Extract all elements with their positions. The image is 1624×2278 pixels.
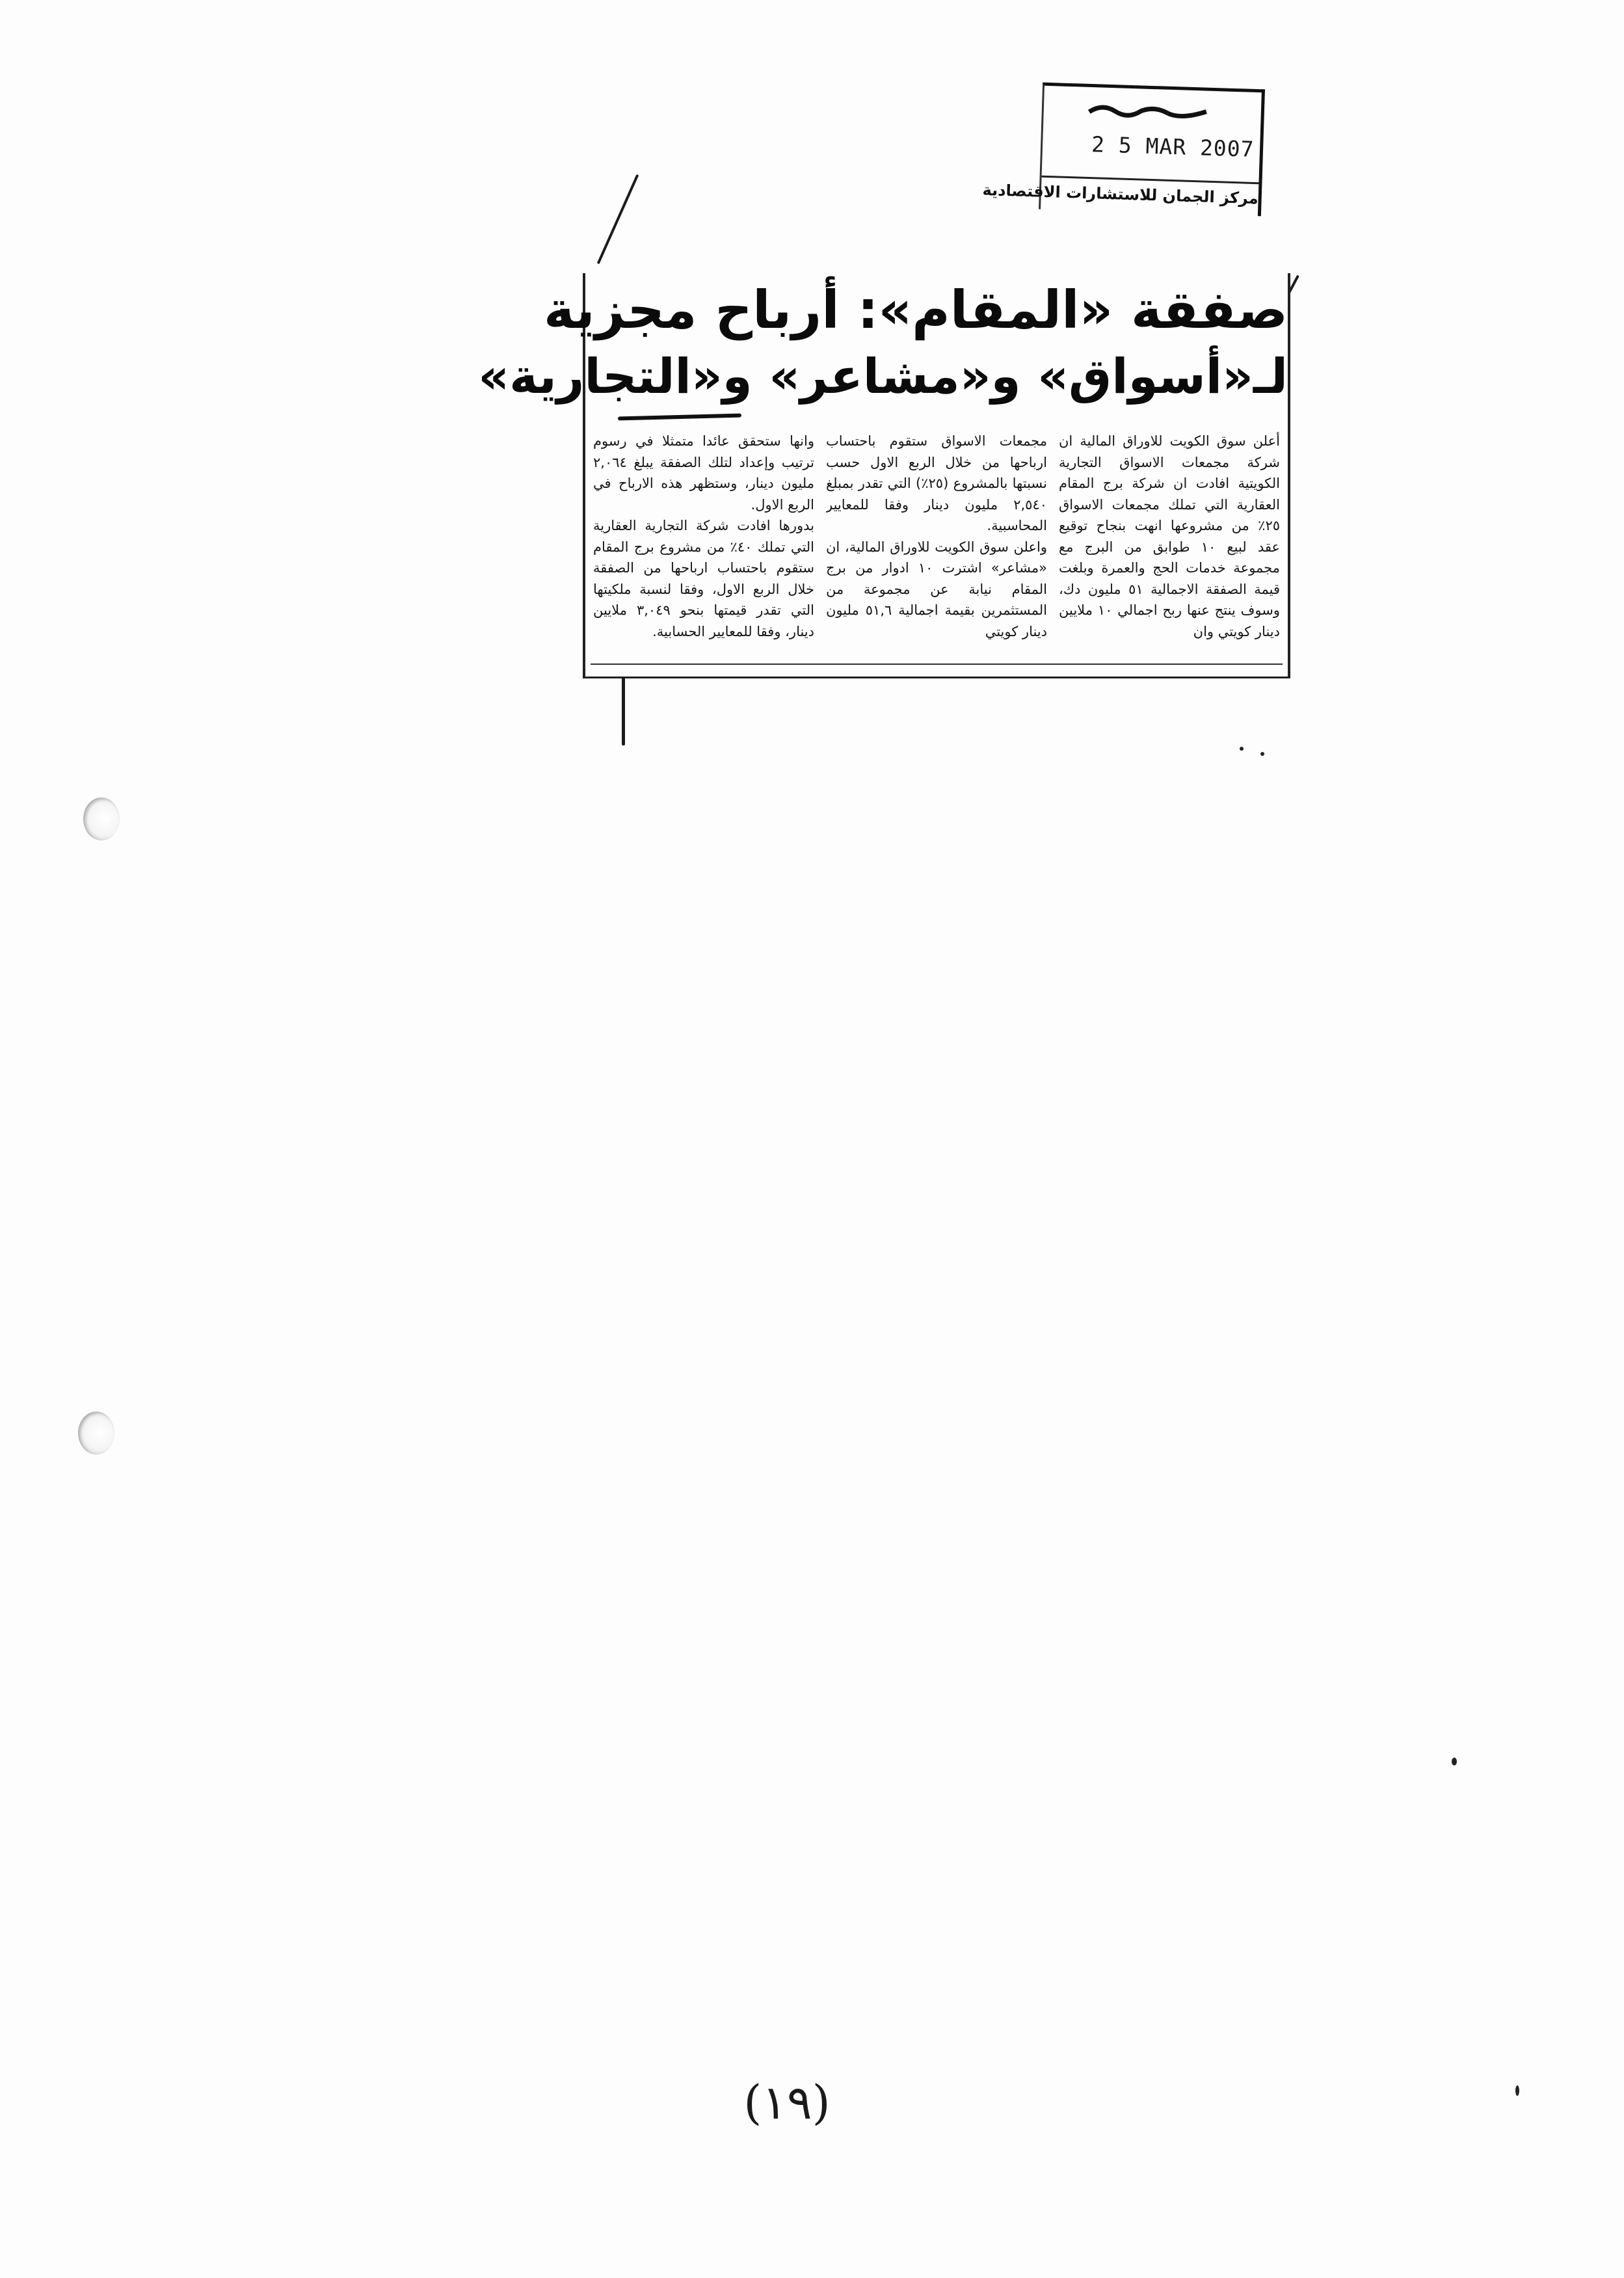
speck [1515, 2085, 1519, 2096]
stamp-organization: مركز الجمان للاستشارات الاقتصادية [1041, 176, 1258, 208]
article-column-1 [1059, 431, 1280, 658]
punch-hole-bottom [78, 1412, 114, 1454]
paragraph: مجمعات الاسواق ستقوم باحتساب ارباحها من خلال الربع الاول حسب نسبتها بالمشروع (٢٥٪) التي تقدر بمبلغ ٢,٥٤٠ مليون دينار وفقا للمعايير المحاسبية. [826, 433, 1047, 533]
headline-line-1: صفقة «المقام»: أرباح مجزية [544, 280, 1288, 340]
clipping-rule [591, 663, 1283, 665]
date-stamp [982, 83, 1265, 217]
pen-mark [622, 677, 625, 745]
paragraph: وانها ستحقق عائدا متمثلا في رسوم ترتيب وإعداد لتلك الصفقة يبلغ ٢,٠٦٤ مليون دينار، وستظهر هذه الارباح في الربع الاول. [593, 433, 814, 513]
punch-hole-top [83, 797, 120, 840]
article-column-3 [593, 431, 814, 658]
speck [1240, 747, 1244, 751]
newspaper-clipping [478, 273, 1290, 678]
speck [1452, 1758, 1457, 1765]
pen-mark [597, 174, 639, 265]
stamp-date: 2 5 MAR 2007 [1091, 131, 1255, 162]
article-columns [593, 431, 1280, 658]
page-number: (١٩) [743, 2075, 831, 2130]
paragraph: بدورها افادت شركة التجارية العقارية التي تملك ٤٠٪ من مشروع برج المقام ستقوم باحتساب ارباحها من الصفقة خلال الربع الاول، وفقا لنسبة ملكيتها التي تقدر قيمتها بنحو ٣,٠٤٩ ملايين دينار، وفقا للمعايير الحسابية. [593, 518, 814, 639]
speck [1260, 752, 1264, 756]
paragraph: واعلن سوق الكويت للاوراق المالية، ان «مشاعر» اشترت ١٠ ادوار من برج المقام نيابة عن مجموعة من المستثمرين بقيمة اجمالية ٥١,٦ مليون دينار كويتي [826, 539, 1047, 639]
paragraph: أعلن سوق الكويت للاوراق المالية ان شركة مجمعات الاسواق التجارية الكويتية افادت ان شركة برج المقام العقارية التي تملك مجمعات الاسواق ٢٥٪ من مشروعها انهت بنجاح توقيع عقد لبيع ١٠ طوابق من البرج مع مجموعة خدمات الحج والعمرة وبلغت قيمة الصفقة الاجمالية ٥١ مليون دك، وسوف ينتج عنها ربح اجمالي ١٠ ملايين دينار كويتي وان [1059, 433, 1280, 639]
stamp-logo-icon [1083, 100, 1214, 121]
article-column-2 [826, 431, 1047, 658]
handwritten-underline [618, 414, 741, 421]
headline-line-2: لـ«أسواق» و«مشاعر» و«التجارية» [478, 349, 1288, 405]
